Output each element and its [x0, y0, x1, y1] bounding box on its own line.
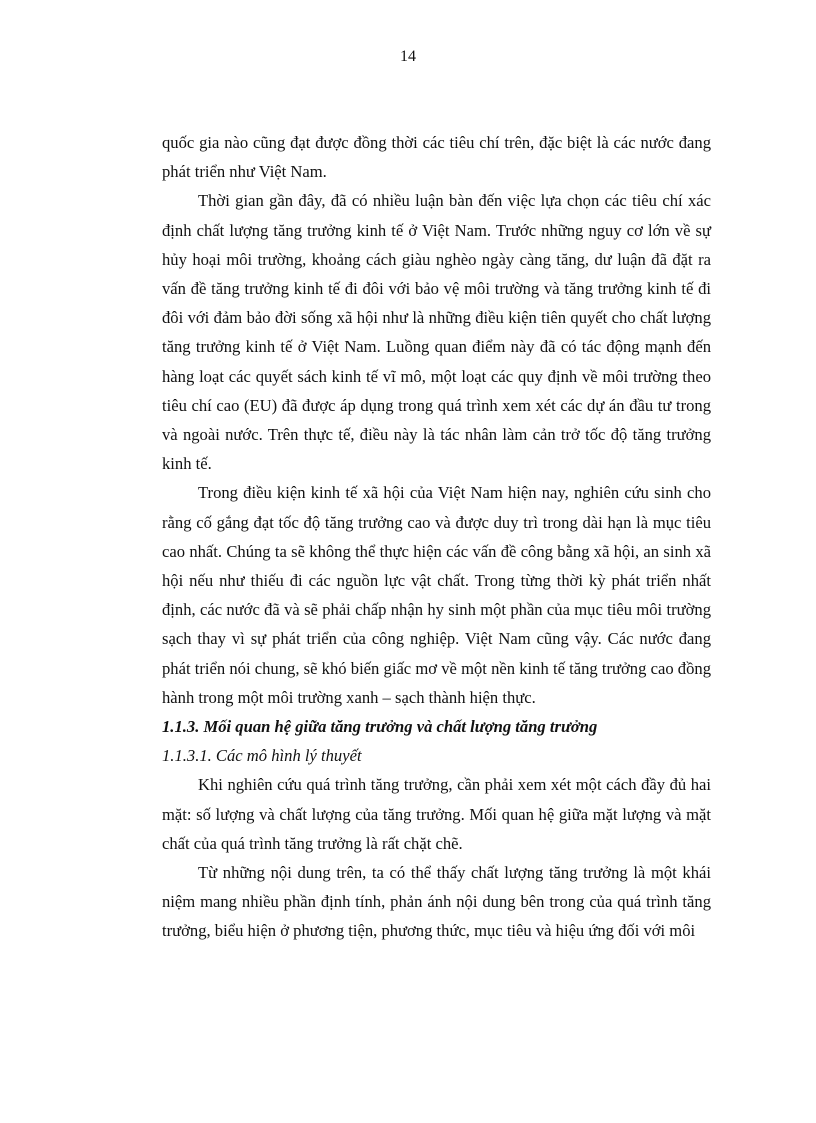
section-heading-1-1-3: 1.1.3. Mối quan hệ giữa tăng trưởng và chất lượng tăng trưởng: [162, 717, 598, 737]
document-body: [162, 128, 711, 946]
paragraph-criteria-debate: Thời gian gần đây, đã có nhiều luận bàn đến việc lựa chọn các tiêu chí xác định chất lượng tăng trưởng kinh tế ở Việt Nam. Trước những nguy cơ lớn về sự hủy hoại môi trường, khoảng cách giàu nghèo ngày càng tăng, dư luận đã đặt ra vấn đề tăng trưởng kinh tế đi đôi với bảo vệ môi trường và tăng trưởng kinh tế đi đôi với đảm bảo đời sống xã hội như là những điều kiện tiên quyết cho chất lượng tăng trưởng kinh tế ở Việt Nam. Luồng quan điểm này đã có tác động mạnh đến hàng loạt các quyết sách kinh tế vĩ mô, một loạt các quy định về môi trường theo tiêu chí cao (EU) đã được áp dụng trong quá trình xem xét các dự án đầu tư trong và ngoài nước. Trên thực tế, điều này là tác nhân làm cản trở tốc độ tăng trưởng kinh tế.: [162, 191, 711, 474]
paragraph-continuation: quốc gia nào cũng đạt được đồng thời các tiêu chí trên, đặc biệt là các nước đang phát triển như Việt Nam.: [162, 133, 711, 182]
paragraph-two-aspects: Khi nghiên cứu quá trình tăng trưởng, cần phải xem xét một cách đầy đủ hai mặt: số lượng và chất lượng của tăng trưởng. Mối quan hệ giữa mặt lượng và mặt chất của quá trình tăng trưởng là rất chặt chẽ.: [162, 775, 711, 853]
paragraph-quality-concept: Từ những nội dung trên, ta có thể thấy chất lượng tăng trưởng là một khái niệm mang nhiều phần định tính, phản ánh nội dung bên trong của quá trình tăng trưởng, biểu hiện ở phương tiện, phương thức, mục tiêu và hiệu ứng đối với môi: [162, 863, 711, 941]
subsection-heading-1-1-3-1: 1.1.3.1. Các mô hình lý thuyết: [162, 746, 362, 766]
paragraph-author-view: Trong điều kiện kinh tế xã hội của Việt Nam hiện nay, nghiên cứu sinh cho rằng cố gắng đạt tốc độ tăng trưởng cao và được duy trì trong dài hạn là mục tiêu cao nhất. Chúng ta sẽ không thể thực hiện các vấn đề công bằng xã hội, an sinh xã hội nếu như thiếu đi các nguồn lực vật chất. Trong từng thời kỳ phát triển nhất định, các nước đã và sẽ phải chấp nhận hy sinh một phần của mục tiêu môi trường sạch thay vì sự phát triển của công nghiệp. Việt Nam cũng vậy. Các nước đang phát triển nói chung, sẽ khó biến giấc mơ về một nền kinh tế tăng trưởng cao đồng hành trong một môi trường xanh – sạch thành hiện thực.: [162, 483, 711, 707]
page-number: 14: [400, 48, 416, 65]
